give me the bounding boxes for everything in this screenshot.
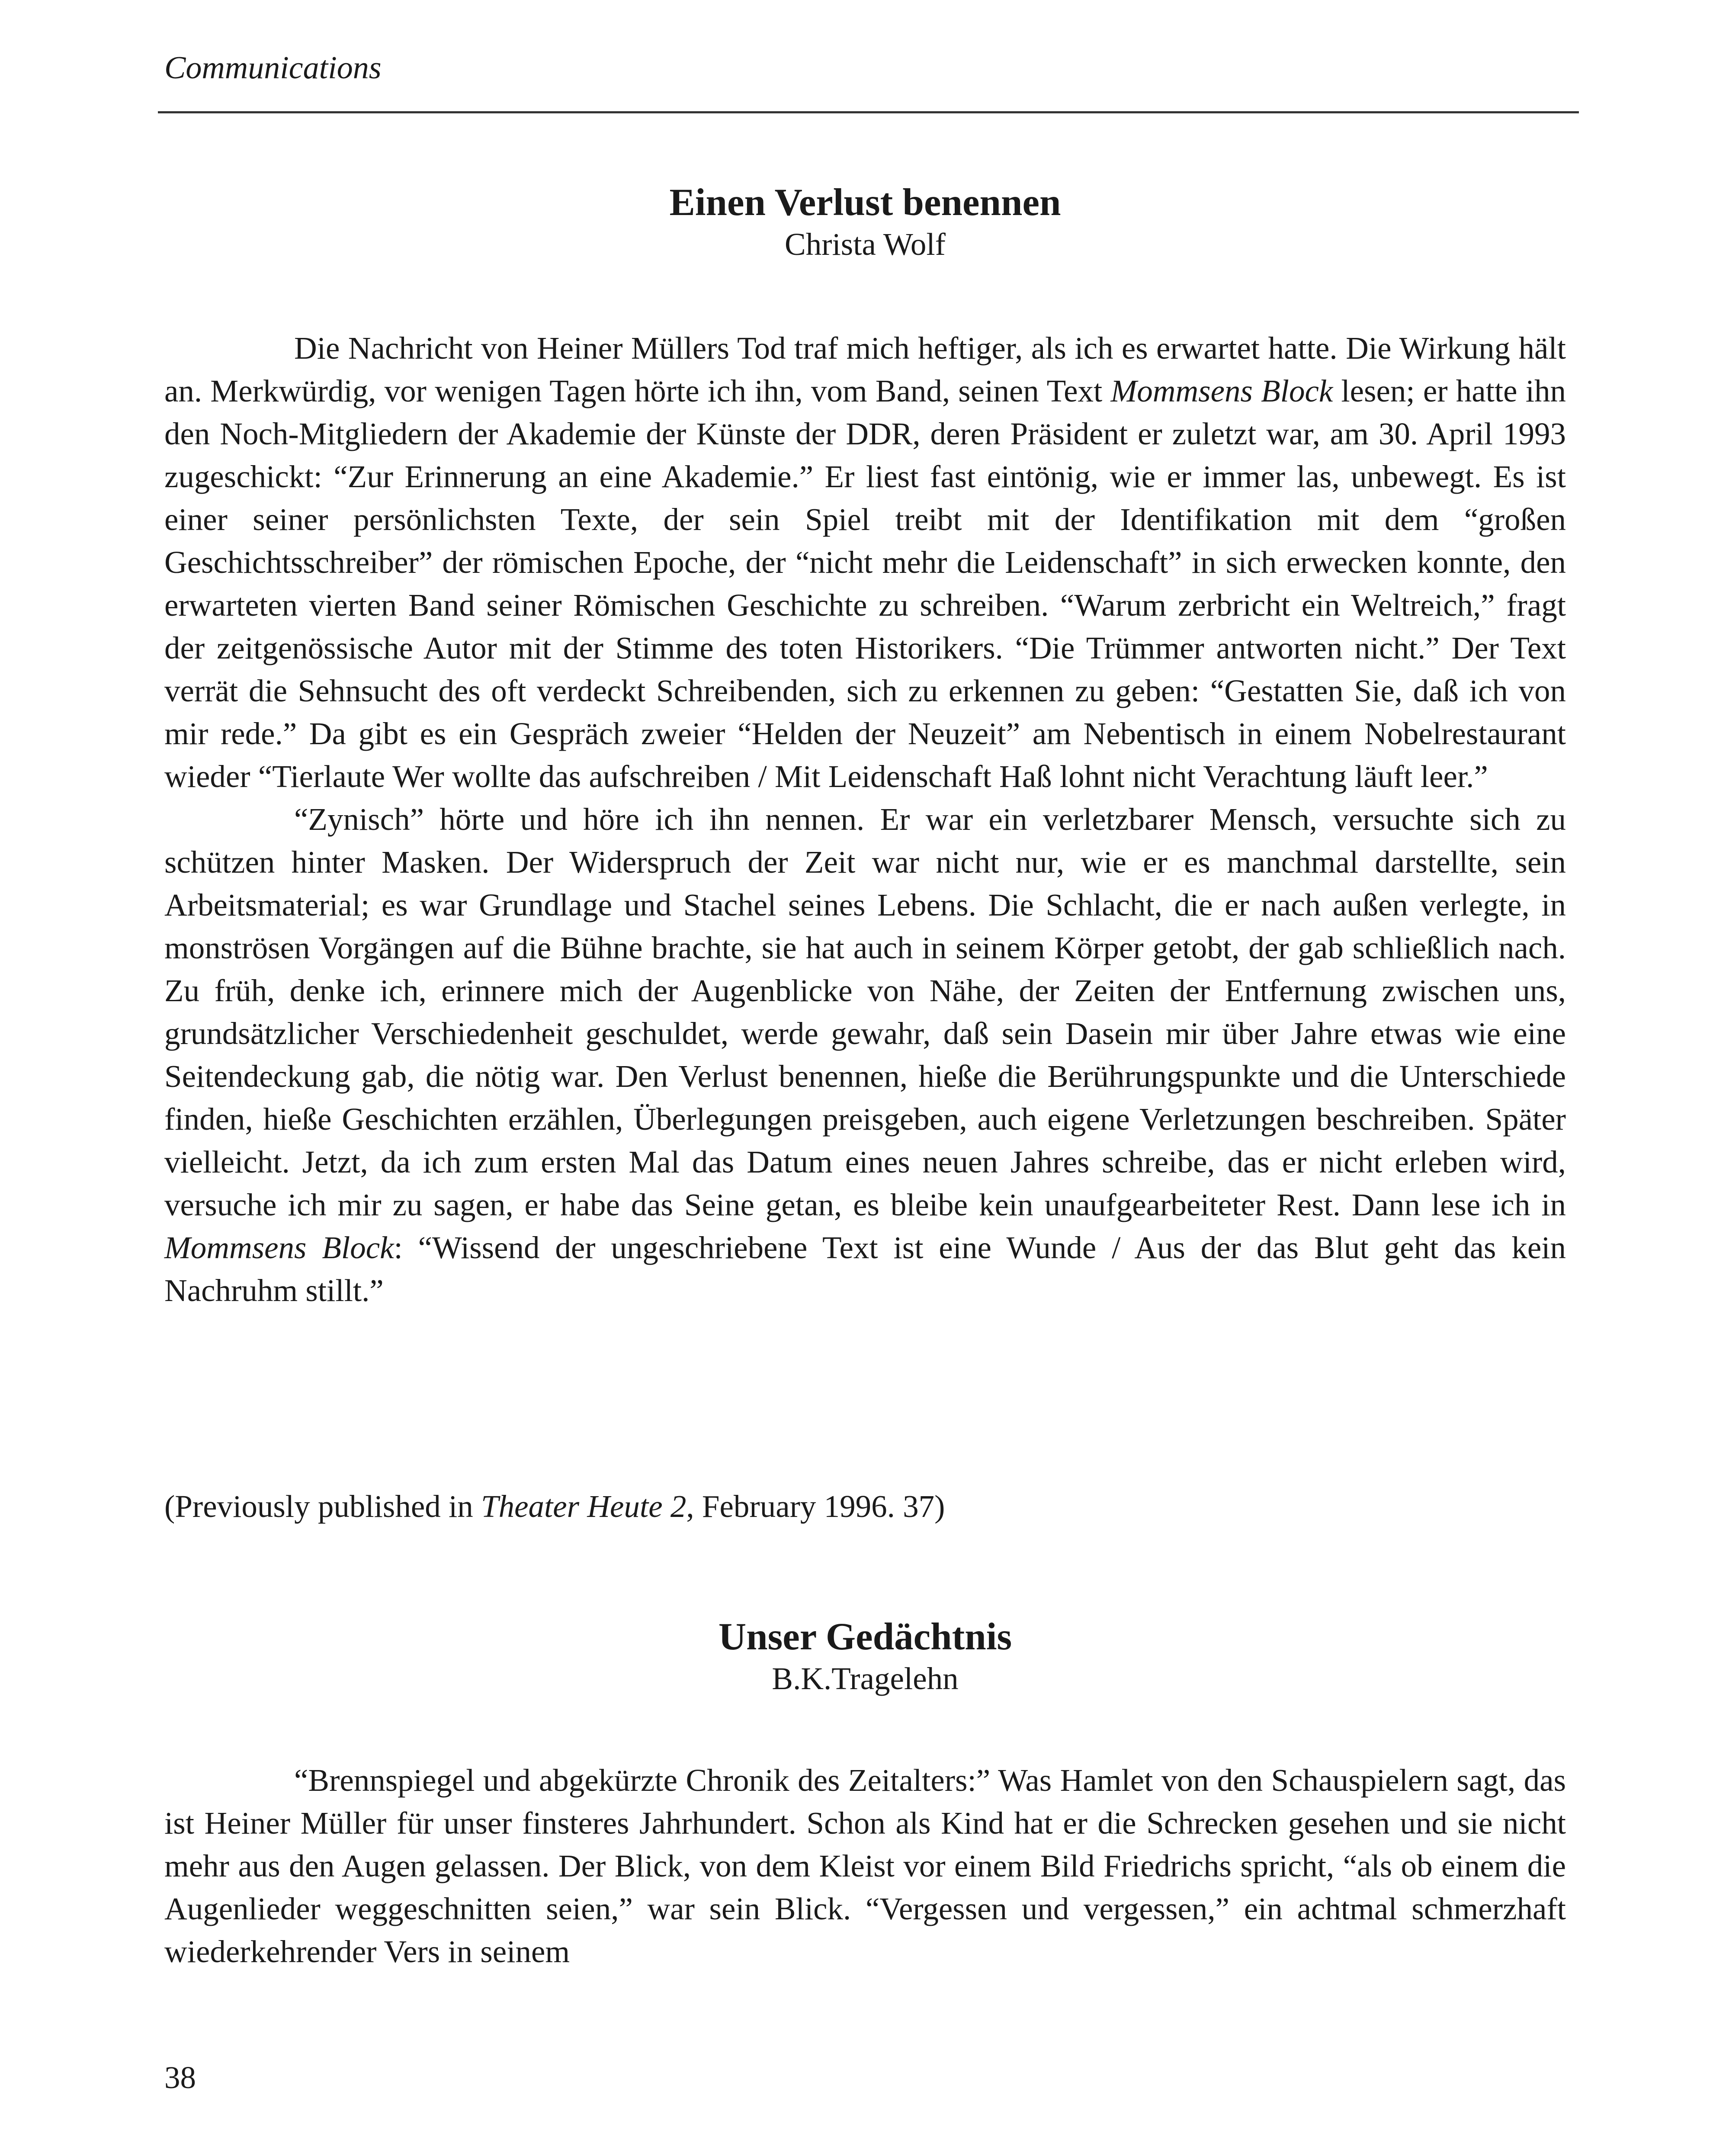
article-author: B.K.Tragelehn [772, 1661, 959, 1696]
article-title: Unser Gedächtnis [718, 1616, 1012, 1658]
article-body-1 [164, 327, 1566, 1312]
work-title: Mommsens Block [1110, 373, 1333, 408]
page-number: 38 [164, 2060, 196, 2095]
body-paragraph [164, 798, 1566, 1312]
article-author: Christa Wolf [785, 226, 946, 262]
reference-line [164, 1485, 1566, 1528]
article-heading-1 [164, 182, 1566, 265]
paragraph-text: “Zynisch” hörte und höre ich ihn nennen. Er war ein verletzbarer Mensch, versuchte sich zu schützen hinter Masken. Der Widerspruch der Zeit war nicht nur, wie er es manchmal darstellte, sein Arbeitsmaterial; es war Grundlage und Stachel seines Lebens. Die Schlacht, die er nach außen verlegte, in monströsen Vorgängen auf die Bühne brachte, sie hat auch in seinem Körper getobt, der gab schließlich nach. Zu früh, denke ich, erinnere mich der Augenblicke von Nähe, der Zeiten der Entfernung zwischen uns, grundsätzlicher Verschiedenheit geschuldet, werde gewahr, daß sein Dasein mir über Jahre etwas wie eine Seitendeckung gab, die nötig war. Den Verlust benennen, hieße die Berührungspunkte und die Unterschiede finden, hieße Geschichten erzählen, Überlegungen preisgeben, auch eigene Verletzungen beschreiben. Später vielleicht. Jetzt, da ich zum ersten Mal das Datum eines neuen Jahres schreibe, das er nicht erleben wird, versuche ich mir zu sagen, er habe das Seine getan, es bleibe kein unaufgearbeiteter Rest. Dann lese ich in [164, 802, 1566, 1222]
body-paragraph: “Brennspiegel und abgekürzte Chronik des Zeitalters:” Was Hamlet von den Schauspielern sagt, das ist Heiner Müller für unser finsteres Jahrhundert. Schon als Kind hat er die Schrecken gesehen und sie nicht mehr aus den Augen gelassen. Der Blick, von dem Kleist vor einem Bild Friedrichs spricht, “als ob einem die Augenlieder weggeschnitten seien,” war sein Blick. “Vergessen und vergessen,” ein achtmal schmerzhaft wiederkehrender Vers in seinem [164, 1763, 1566, 1969]
article-heading-2 [164, 1616, 1566, 1700]
body-paragraph [164, 327, 1566, 798]
reference-suffix: , February 1996. 37) [686, 1489, 945, 1524]
article-body-2 [164, 1759, 1566, 1973]
paragraph-text: : “Wissend der ungeschriebene Text ist eine Wunde / Aus der das Blut geht das kein Nachruhm stillt.” [164, 1230, 1566, 1308]
reference-source: Theater Heute 2 [481, 1489, 686, 1524]
article-title: Einen Verlust benennen [669, 181, 1061, 224]
header-divider [158, 111, 1579, 113]
reference-prefix: (Previously published in [164, 1489, 481, 1524]
paragraph-text: lesen; er hatte ihn den Noch-Mitgliedern der Akademie der Künste der DDR, deren Präsident er zuletzt war, am 30. April 1993 zugeschickt: “Zur Erinnerung an eine Akademie.” Er liest fast eintönig, wie er immer las, unbewegt. Es ist einer seiner persönlichsten Texte, der sein Spiel treibt mit der Identifikation mit dem “großen Geschichtsschreiber” der römischen Epoche, der “nicht mehr die Leidenschaft” in sich erwecken konnte, den erwarteten vierten Band seiner Römischen Geschichte zu schreiben. “Warum zerbricht ein Weltreich,” fragt der zeitgenössische Autor mit der Stimme des toten Historikers. “Die Trümmer antworten nicht.” Der Text verrät die Sehnsucht des oft verdeckt Schreibenden, sich zu erkennen zu geben: “Gestatten Sie, daß ich von mir rede.” Da gibt es ein Gespräch zweier “Helden der Neuzeit” am Nebentisch in einem Nobelrestaurant wieder “Tierlaute Wer wollte das aufschreiben / Mit Leidenschaft Haß lohnt nicht Verachtung läuft leer.” [164, 373, 1566, 794]
publication-reference [164, 1485, 1566, 1528]
running-header: Communications [164, 50, 382, 86]
work-title: Mommsens Block [164, 1230, 394, 1265]
paragraph-text: Die Nachricht von Heiner Müllers Tod traf mich heftiger, als ich es erwartet hatte. Die Wirkung hält an. Merkwürdig, vor wenigen Tagen hörte ich ihn, vom Band, seinen Text [164, 331, 1566, 408]
